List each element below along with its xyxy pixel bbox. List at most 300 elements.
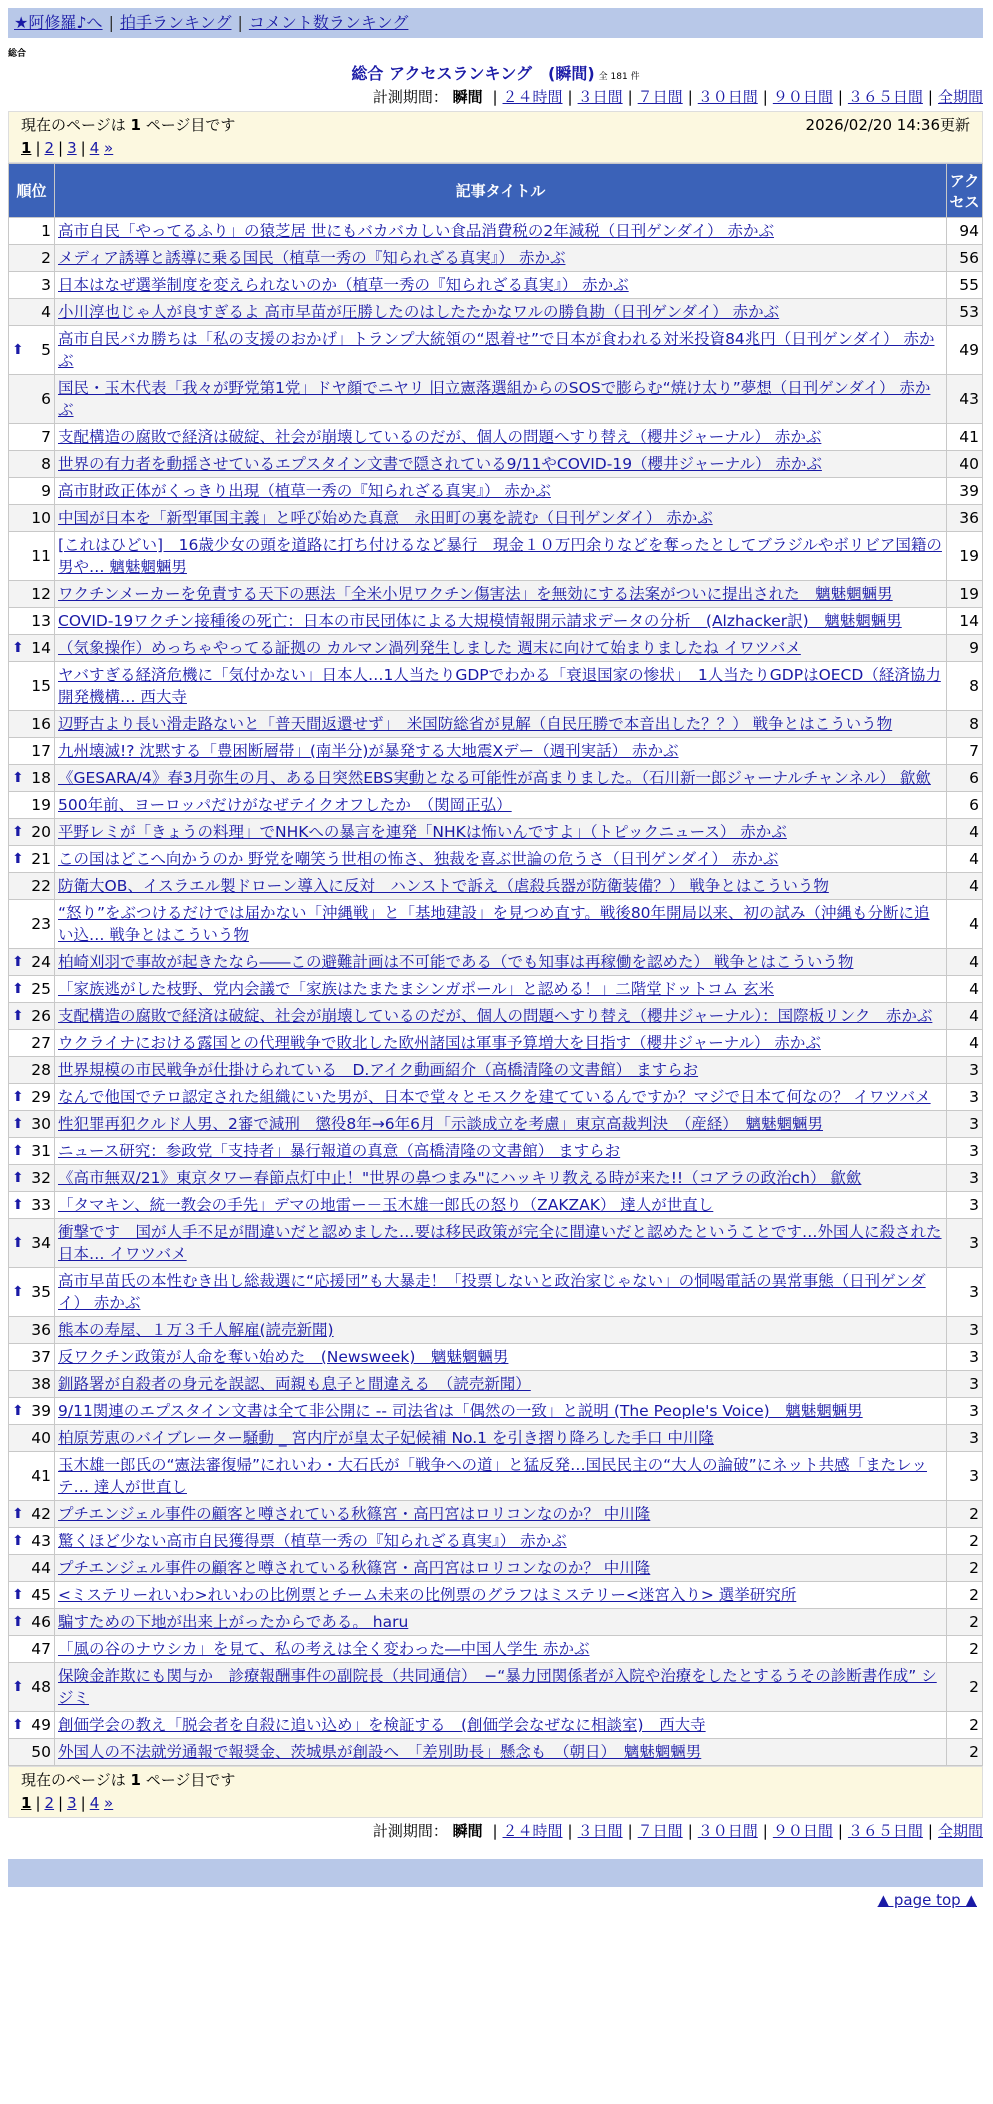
update-time: 2026/02/20 14:36更新: [805, 116, 970, 134]
access-count: 39: [947, 478, 983, 505]
period-link[interactable]: ７日間: [637, 1822, 683, 1840]
article-title-link[interactable]: 「風の谷のナウシカ」を見て、私の考えは全く変わった―中国人学生 赤かぶ: [58, 1640, 590, 1658]
access-count: 3: [947, 1111, 983, 1138]
article-title-link[interactable]: ウクライナにおける露国との代理戦争で敗北した欧州諸国は軍事予算増大を目指す（櫻井ジャーナル） 赤かぶ: [58, 1034, 821, 1052]
access-count: 2: [947, 1528, 983, 1555]
article-title-link[interactable]: 玉木雄一郎氏の“憲法審復帰”にれいわ・大石氏が「戦争への道」と猛反発…国民民主の“大人の論破”にネット共感「またレッテ… 達人が世直し: [58, 1456, 927, 1496]
access-count: 8: [947, 711, 983, 738]
article-title-link[interactable]: COVID-19ワクチン接種後の死亡：日本の市民団体による大規模情報開示請求データの分析 (Alzhacker訳) 魑魅魍魎男: [58, 612, 902, 630]
article-title-link[interactable]: 保険金詐欺にも関与か 診療報酬事件の副院長（共同通信） −“暴力団関係者が入院や治療をしたとするうその診断書作成” シジミ: [58, 1667, 937, 1707]
table-row: [9, 635, 983, 662]
rank-cell: [9, 1138, 55, 1165]
article-title-link[interactable]: 騙すための下地が出来上がったからである。 haru: [58, 1613, 409, 1631]
rank-cell: [9, 846, 55, 873]
article-title-link[interactable]: 九州壊滅!? 沈黙する「豊困断層帯」(南半分)が暴発する大地震Xデー（週刊実話） 赤かぶ: [58, 742, 679, 760]
table-row: [9, 608, 983, 635]
rank-number: 8: [41, 455, 51, 473]
rank-number: 22: [31, 877, 51, 895]
period-link[interactable]: ３日間: [577, 1822, 623, 1840]
article-title-link[interactable]: 《GESARA/4》春3月弥生の月、ある日突然EBS実動となる可能性が高まりました。（石川新一郎ジャーナルチャンネル） 歙歛: [58, 769, 931, 787]
access-count: 3: [947, 1057, 983, 1084]
rank-cell: [9, 1636, 55, 1663]
title-cell: [55, 1268, 947, 1317]
up-arrow-icon: ⬆: [12, 1235, 24, 1251]
article-title-link[interactable]: 500年前、ヨーロッパだけがなぜテイクオフしたか （関岡正弘）: [58, 796, 512, 814]
rank-number: 32: [31, 1169, 51, 1187]
title-cell: [55, 1057, 947, 1084]
access-count: 2: [947, 1739, 983, 1766]
next-page-link[interactable]: »: [104, 139, 114, 157]
access-count: 3: [947, 1452, 983, 1501]
title-cell: [55, 451, 947, 478]
article-title-link[interactable]: 支配構造の腐敗で経済は破綻、社会が崩壊しているのだが、個人の問題へすり替え（櫻井ジャーナル） 赤かぶ: [58, 428, 822, 446]
rank-cell: [9, 581, 55, 608]
rank-number: 21: [31, 850, 51, 868]
table-row: [9, 1501, 983, 1528]
rank-cell: [9, 976, 55, 1003]
table-row: [9, 1317, 983, 1344]
table-row: [9, 1663, 983, 1712]
separator: |: [567, 88, 573, 106]
access-count: 19: [947, 532, 983, 581]
title-cell: [55, 299, 947, 326]
access-count: 40: [947, 451, 983, 478]
rank-number: 18: [31, 769, 51, 787]
page-title: [8, 61, 983, 84]
separator: |: [35, 139, 41, 157]
title-cell: [55, 1582, 947, 1609]
period-link[interactable]: 全期間: [937, 1822, 983, 1840]
comment-ranking-link[interactable]: コメント数ランキング: [248, 13, 409, 32]
rank-number: 9: [41, 482, 51, 500]
rank-number: 10: [31, 509, 51, 527]
access-count: 2: [947, 1636, 983, 1663]
article-title-link[interactable]: 熊本の寿屋、１万３千人解雇(読売新聞): [58, 1321, 334, 1339]
access-count: 2: [947, 1663, 983, 1712]
table-row: [9, 272, 983, 299]
title-cell: [55, 949, 947, 976]
article-title-link[interactable]: 衝撃です 国が人手不足が間違いだと認めました…要は移民政策が完全に間違いだと認めたということです…外国人に殺された日本… イワツバメ: [58, 1223, 942, 1263]
article-title-link[interactable]: 9/11関連のエプスタイン文書は全て非公開に -- 司法省は「偶然の一致」と説明 (The People's Voice) 魑魅魍魎男: [58, 1402, 863, 1420]
rank-cell: [9, 1111, 55, 1138]
table-row: [9, 976, 983, 1003]
period-link[interactable]: ３０日間: [697, 1822, 758, 1840]
rank-cell: [9, 819, 55, 846]
header-title: 記事タイトル: [55, 164, 947, 218]
article-title-link[interactable]: プチエンジェル事件の顧客と噂されている秋篠宮・高円宮はロリコンなのか？ 中川隆: [58, 1505, 651, 1523]
title-cell: [55, 792, 947, 819]
rank-cell: [9, 1165, 55, 1192]
article-title-link[interactable]: ニュース研究：参政党「支持者」暴行報道の真意（高橋清隆の文書館） ますらお: [58, 1142, 621, 1160]
table-row: [9, 1057, 983, 1084]
pager-top: [8, 111, 983, 163]
rank-number: 44: [31, 1559, 51, 1577]
title-cell: [55, 1030, 947, 1057]
access-count: 4: [947, 1030, 983, 1057]
page-top-area: [8, 1887, 983, 1913]
rank-cell: [9, 1268, 55, 1317]
article-title-link[interactable]: なんで他国でテロ認定された組織にいた男が、日本で堂々とモスクを建てているんですか？マジで日本て何なの？ イワツバメ: [58, 1088, 931, 1106]
title-cell: [55, 608, 947, 635]
article-title-link[interactable]: 高市財政正体がくっきり出現（植草一秀の『知られざる真実』） 赤かぶ: [58, 482, 551, 500]
up-arrow-icon: ⬆: [12, 1116, 24, 1132]
rank-number: 7: [41, 428, 51, 446]
table-row: [9, 424, 983, 451]
separator: |: [762, 1822, 768, 1840]
period-link[interactable]: 全期間: [937, 88, 983, 106]
page-link[interactable]: 3: [67, 1794, 77, 1812]
article-title-link[interactable]: 日本はなぜ選挙制度を変えられないのか（植草一秀の『知られざる真実』） 赤かぶ: [58, 276, 629, 294]
article-title-link[interactable]: 驚くほど少ない高市自民獲得票（植草一秀の『知られざる真実』） 赤かぶ: [58, 1532, 567, 1550]
page-top-link[interactable]: ▲ page top ▲: [877, 1891, 977, 1909]
table-row: [9, 1609, 983, 1636]
access-count: 53: [947, 299, 983, 326]
title-cell: [55, 532, 947, 581]
page-link[interactable]: 4: [89, 1794, 100, 1812]
current-page: 1: [21, 1794, 32, 1812]
access-count: 55: [947, 272, 983, 299]
period-label: 計測期間：: [372, 88, 448, 106]
table-row: [9, 873, 983, 900]
table-row: [9, 1371, 983, 1398]
title-cell: [55, 711, 947, 738]
period-link[interactable]: ７日間: [637, 88, 683, 106]
table-row: [9, 738, 983, 765]
access-count: 3: [947, 1371, 983, 1398]
article-title-link[interactable]: 外国人の不法就労通報で報奨金、茨城県が創設へ 「差別助長」懸念も （朝日） 魑魅魍魎男: [58, 1743, 702, 1761]
title-cell: [55, 424, 947, 451]
title-cell: [55, 1317, 947, 1344]
title-cell: [55, 1712, 947, 1739]
table-row: [9, 662, 983, 711]
title-cell: [55, 819, 947, 846]
article-title-link[interactable]: 反ワクチン政策が人命を奪い始めた (Newsweek) 魑魅魍魎男: [58, 1348, 509, 1366]
rank-cell: [9, 478, 55, 505]
title-cell: [55, 846, 947, 873]
up-arrow-icon: ⬆: [12, 1197, 24, 1213]
table-row: [9, 1636, 983, 1663]
separator: |: [108, 13, 114, 32]
rank-number: 29: [31, 1088, 51, 1106]
access-count: 3: [947, 1268, 983, 1317]
table-row: [9, 1192, 983, 1219]
article-title-link[interactable]: ヤバすぎる経済危機に「気付かない」日本人…1人当たりGDPでわかる「衰退国家の惨状」 1人当たりGDPはOECD（経済協力開発機構… 西大寺: [58, 666, 941, 706]
rank-cell: [9, 949, 55, 976]
article-title-link[interactable]: 支配構造の腐敗で経済は破綻、社会が崩壊しているのだが、個人の問題へすり替え（櫻井ジャーナル）：国際板リンク 赤かぶ: [58, 1007, 933, 1025]
up-arrow-icon: ⬆: [12, 1170, 24, 1186]
period-current: 瞬間: [452, 1822, 483, 1840]
rank-cell: [9, 1030, 55, 1057]
title-cell: [55, 1371, 947, 1398]
table-row: [9, 711, 983, 738]
table-row: [9, 218, 983, 245]
rank-number: 47: [31, 1640, 51, 1658]
up-arrow-icon: ⬆: [12, 1089, 24, 1105]
rank-number: 4: [41, 303, 51, 321]
up-arrow-icon: ⬆: [12, 1587, 24, 1603]
rank-cell: [9, 1582, 55, 1609]
rank-number: 27: [31, 1034, 51, 1052]
rank-number: 42: [31, 1505, 51, 1523]
rank-cell: [9, 272, 55, 299]
rank-number: 49: [31, 1716, 51, 1734]
title-cell: [55, 1192, 947, 1219]
rank-cell: [9, 1057, 55, 1084]
rank-number: 6: [41, 390, 51, 408]
table-row: [9, 1712, 983, 1739]
rank-cell: [9, 1344, 55, 1371]
top-nav-bar: [8, 8, 983, 38]
rank-cell: [9, 326, 55, 375]
clap-ranking-link[interactable]: 拍手ランキング: [119, 13, 232, 32]
rank-cell: [9, 451, 55, 478]
title-cell: [55, 976, 947, 1003]
title-cell: [55, 1501, 947, 1528]
article-title-link[interactable]: 創価学会の教え「脱会者を自殺に追い込め」を検証する (創価学会なぜなに相談室) 西大寺: [58, 1716, 706, 1734]
rank-cell: [9, 873, 55, 900]
title-cell: [55, 1003, 947, 1030]
rank-cell: [9, 505, 55, 532]
article-title-link[interactable]: 高市早苗氏の本性むき出し総裁選に“応援団”も大暴走！「投票しないと政治家じゃない」の恫喝電話の異常事態（日刊ゲンダイ） 赤かぶ: [58, 1272, 926, 1312]
page-link[interactable]: 2: [44, 1794, 55, 1812]
rank-cell: [9, 1317, 55, 1344]
rank-number: 28: [31, 1061, 51, 1079]
article-title-link[interactable]: 国民・玉木代表「我々が野党第1党」ドヤ顔でニヤリ 旧立憲落選組からのSOSで膨らむ“焼け太り”夢想（日刊ゲンダイ） 赤かぶ: [58, 379, 931, 419]
separator: |: [927, 1822, 933, 1840]
separator: |: [687, 1822, 693, 1840]
article-title-link[interactable]: 平野レミが「きょうの料理」でNHKへの暴言を連発「NHKは怖いんですよ」（トピックニュース） 赤かぶ: [58, 823, 787, 841]
article-title-link[interactable]: 小川淳也じゃ人が良すぎるよ 高市早苗が圧勝したのはしたたかなワルの勝負勘（日刊ゲンダイ） 赤かぶ: [58, 303, 780, 321]
rank-number: 37: [31, 1348, 51, 1366]
rank-cell: [9, 1452, 55, 1501]
home-link[interactable]: ★阿修羅♪へ: [14, 13, 103, 32]
access-count: 3: [947, 1344, 983, 1371]
period-links: [487, 88, 983, 106]
period-link[interactable]: ９０日間: [772, 1822, 833, 1840]
rank-number: 33: [31, 1196, 51, 1214]
page-link[interactable]: 4: [89, 139, 100, 157]
table-row: [9, 1398, 983, 1425]
rank-cell: [9, 375, 55, 424]
up-arrow-icon: ⬆: [12, 1506, 24, 1522]
page-link[interactable]: 2: [44, 139, 55, 157]
access-count: 7: [947, 738, 983, 765]
table-row: [9, 581, 983, 608]
article-title-link[interactable]: 防衛大OB、イスラエル製ドローン導入に反対 ハンストで訴え（虐殺兵器が防衛装備？） 戦争とはこういう物: [58, 877, 829, 895]
table-row: [9, 1344, 983, 1371]
separator: |: [58, 1794, 64, 1812]
rank-cell: [9, 1528, 55, 1555]
title-cell: [55, 1344, 947, 1371]
title-cell: [55, 1663, 947, 1712]
rank-cell: [9, 711, 55, 738]
rank-number: 43: [31, 1532, 51, 1550]
title-cell: [55, 326, 947, 375]
rank-cell: [9, 608, 55, 635]
rank-cell: [9, 662, 55, 711]
rank-cell: [9, 765, 55, 792]
up-arrow-icon: ⬆: [12, 981, 24, 997]
table-row: [9, 478, 983, 505]
article-title-link[interactable]: 辺野古より長い滑走路ないと「普天間返還せず」 米国防総省が見解（自民圧勝で本音出した？？） 戦争とはこういう物: [58, 715, 893, 733]
title-cell: [55, 765, 947, 792]
rank-number: 26: [31, 1007, 51, 1025]
page-link[interactable]: 3: [67, 139, 77, 157]
up-arrow-icon: ⬆: [12, 1284, 24, 1300]
section-label: 総合: [8, 49, 27, 59]
article-title-link[interactable]: ワクチンメーカーを免責する天下の悪法「全米小児ワクチン傷害法」を無効にする法案がついに提出された 魑魅魍魎男: [58, 585, 893, 603]
article-title-link[interactable]: 柏崎刈羽で事故が起きたなら――この避難計画は不可能である（でも知事は再稼働を認めた） 戦争とはこういう物: [58, 953, 854, 971]
period-link[interactable]: ３６５日間: [847, 88, 923, 106]
title-cell: [55, 635, 947, 662]
access-count: 4: [947, 1003, 983, 1030]
table-row: [9, 1030, 983, 1057]
rank-number: 11: [31, 547, 51, 565]
article-title-link[interactable]: （気象操作）めっちゃやってる証拠の カルマン渦列発生しました 週末に向けて始まりましたね イワツバメ: [58, 639, 801, 657]
access-count: 8: [947, 662, 983, 711]
article-title-link[interactable]: [これはひどい] 16歳少女の頭を道路に打ち付けるなど暴行 現金１０万円余りなどを奪ったとしてブラジルやボリビア国籍の男や… 魑魅魍魎男: [58, 536, 942, 576]
access-count: 4: [947, 873, 983, 900]
rank-number: 17: [31, 742, 51, 760]
period-link[interactable]: ３６５日間: [847, 1822, 923, 1840]
access-count: 2: [947, 1712, 983, 1739]
page-links: [21, 1791, 970, 1815]
title-cell: [55, 1425, 947, 1452]
period-link[interactable]: ３日間: [577, 88, 623, 106]
title-cell: [55, 1398, 947, 1425]
rank-number: 50: [31, 1743, 51, 1761]
separator: |: [237, 13, 243, 32]
article-title-link[interactable]: メディア誘導と誘導に乗る国民（植草一秀の『知られざる真実』） 赤かぶ: [58, 249, 566, 267]
next-page-link[interactable]: »: [104, 1794, 114, 1812]
rank-cell: [9, 1425, 55, 1452]
title-cell: [55, 1165, 947, 1192]
article-title-link[interactable]: 《高市無双/21》東京タワー春節点灯中止！"世界の鼻つまみ"にハッキリ教える時が来た!!（コアラの政治ch） 歙歛: [58, 1169, 862, 1187]
separator: |: [492, 1822, 498, 1840]
title-cell: [55, 873, 947, 900]
access-count: 6: [947, 792, 983, 819]
article-title-link[interactable]: 「タマキン、統一教会の手先」デマの地雷ー－玉木雄一郎氏の怒り（ZAKZAK） 達人が世直し: [58, 1196, 714, 1214]
page-info-text: 現在のページは 1 ページ目です: [21, 116, 236, 134]
access-count: 2: [947, 1582, 983, 1609]
header-rank: 順位: [9, 164, 55, 218]
title-cell: [55, 1636, 947, 1663]
rank-number: 12: [31, 585, 51, 603]
rank-cell: [9, 532, 55, 581]
period-link[interactable]: ２４時間: [502, 1822, 563, 1840]
up-arrow-icon: ⬆: [12, 1143, 24, 1159]
access-count: 3: [947, 1219, 983, 1268]
up-arrow-icon: ⬆: [12, 1614, 24, 1630]
access-count: 94: [947, 218, 983, 245]
rank-number: 31: [31, 1142, 51, 1160]
separator: |: [837, 1822, 843, 1840]
title-cell: [55, 218, 947, 245]
access-count: 3: [947, 1192, 983, 1219]
article-title-link[interactable]: 高市自民「やってるふり」の猿芝居 世にもバカバカしい食品消費税の2年減税（日刊ゲンダイ） 赤かぶ: [58, 222, 774, 240]
rank-number: 24: [31, 953, 51, 971]
rank-cell: [9, 1663, 55, 1712]
title-cell: [55, 1138, 947, 1165]
table-row: [9, 375, 983, 424]
title-cell: [55, 505, 947, 532]
table-row: [9, 846, 983, 873]
up-arrow-icon: ⬆: [12, 1008, 24, 1024]
separator: |: [35, 1794, 41, 1812]
page-info-text: 現在のページは 1 ページ目です: [21, 1771, 236, 1789]
article-title-link[interactable]: 中国が日本を「新型軍国主義」と呼び始めた真意 永田町の裏を読む（日刊ゲンダイ） 赤かぶ: [58, 509, 713, 527]
article-title-link[interactable]: <ミステリーれいわ>れいわの比例票とチーム未来の比例票のグラフはミステリー<迷宮入り> 選挙研究所: [58, 1586, 797, 1604]
article-title-link[interactable]: “怒り”をぶつけるだけでは届かない「沖縄戦」と「基地建設」を見つめ直す。戦後80年開局以来、初の試み（沖縄も分断に追い込… 戦争とはこういう物: [58, 904, 930, 944]
rank-number: 20: [31, 823, 51, 841]
up-arrow-icon: ⬆: [12, 770, 24, 786]
access-count: 3: [947, 1317, 983, 1344]
rank-number: 19: [31, 796, 51, 814]
article-title-link[interactable]: プチエンジェル事件の顧客と噂されている秋篠宮・高円宮はロリコンなのか？ 中川隆: [58, 1559, 651, 1577]
rank-cell: [9, 1739, 55, 1766]
up-arrow-icon: ⬆: [12, 1403, 24, 1419]
table-row: [9, 505, 983, 532]
total-count: 全 181 件: [598, 72, 640, 82]
rank-number: 13: [31, 612, 51, 630]
access-count: 4: [947, 819, 983, 846]
article-title-link[interactable]: 性犯罪再犯クルド人男、2審で減刑 懲役8年→6年6月「示談成立を考慮」東京高裁判決 （産経） 魑魅魍魎男: [58, 1115, 823, 1133]
article-title-link[interactable]: 世界規模の市民戦争が仕掛けられている D.アイク動画紹介（高橋清隆の文書館） ますらお: [58, 1061, 699, 1079]
rank-cell: [9, 1003, 55, 1030]
article-title-link[interactable]: 高市自民バカ勝ちは「私の支援のおかげ」トランプ大統領の“恩着せ”で日本が食われる対米投資84兆円（日刊ゲンダイ） 赤かぶ: [58, 330, 935, 370]
article-title-link[interactable]: 釧路署が自殺者の身元を誤認、両親も息子と間違える （読売新聞）: [58, 1375, 531, 1393]
access-count: 4: [947, 846, 983, 873]
rank-cell: [9, 1371, 55, 1398]
up-arrow-icon: ⬆: [12, 851, 24, 867]
title-cell: [55, 1528, 947, 1555]
up-arrow-icon: ⬆: [12, 1717, 24, 1733]
table-row: [9, 1555, 983, 1582]
period-link[interactable]: ９０日間: [772, 88, 833, 106]
ranking-table: [8, 163, 983, 1766]
article-title-link[interactable]: この国はどこへ向かうのか 野党を嘲笑う世相の怖さ、独裁を喜ぶ世論の危うさ（日刊ゲンダイ） 赤かぶ: [58, 850, 779, 868]
separator: |: [837, 88, 843, 106]
up-arrow-icon: ⬆: [12, 1679, 24, 1695]
access-count: 36: [947, 505, 983, 532]
title-cell: [55, 662, 947, 711]
article-title-link[interactable]: 世界の有力者を動揺させているエプスタイン文書で隠されている9/11やCOVID-19（櫻井ジャーナル） 赤かぶ: [58, 455, 822, 473]
period-link[interactable]: ２４時間: [502, 88, 563, 106]
title-cell: [55, 1609, 947, 1636]
rank-cell: [9, 1555, 55, 1582]
rank-cell: [9, 1219, 55, 1268]
article-title-link[interactable]: 「家族逃がした枝野、党内会議で「家族はたまたまシンガポール」と認める！」二階堂ドットコム 玄米: [58, 980, 774, 998]
up-arrow-icon: ⬆: [12, 640, 24, 656]
separator: |: [80, 1794, 86, 1812]
period-label: 計測期間：: [372, 1822, 448, 1840]
article-title-link[interactable]: 柏原芳恵のバイブレーター騒動 _ 宮内庁が皇太子妃候補 No.1 を引き摺り降ろした手口 中川隆: [58, 1429, 714, 1447]
table-row: [9, 245, 983, 272]
page-links: [21, 136, 970, 160]
up-arrow-icon: ⬆: [12, 1533, 24, 1549]
title-cell: [55, 1111, 947, 1138]
period-link[interactable]: ３０日間: [697, 88, 758, 106]
pager-bottom: [8, 1766, 983, 1818]
access-count: 3: [947, 1084, 983, 1111]
rank-number: 16: [31, 715, 51, 733]
rank-number: 23: [31, 915, 51, 933]
rank-cell: [9, 299, 55, 326]
rank-cell: [9, 792, 55, 819]
rank-number: 5: [41, 341, 51, 359]
access-count: 19: [947, 581, 983, 608]
access-count: 9: [947, 635, 983, 662]
